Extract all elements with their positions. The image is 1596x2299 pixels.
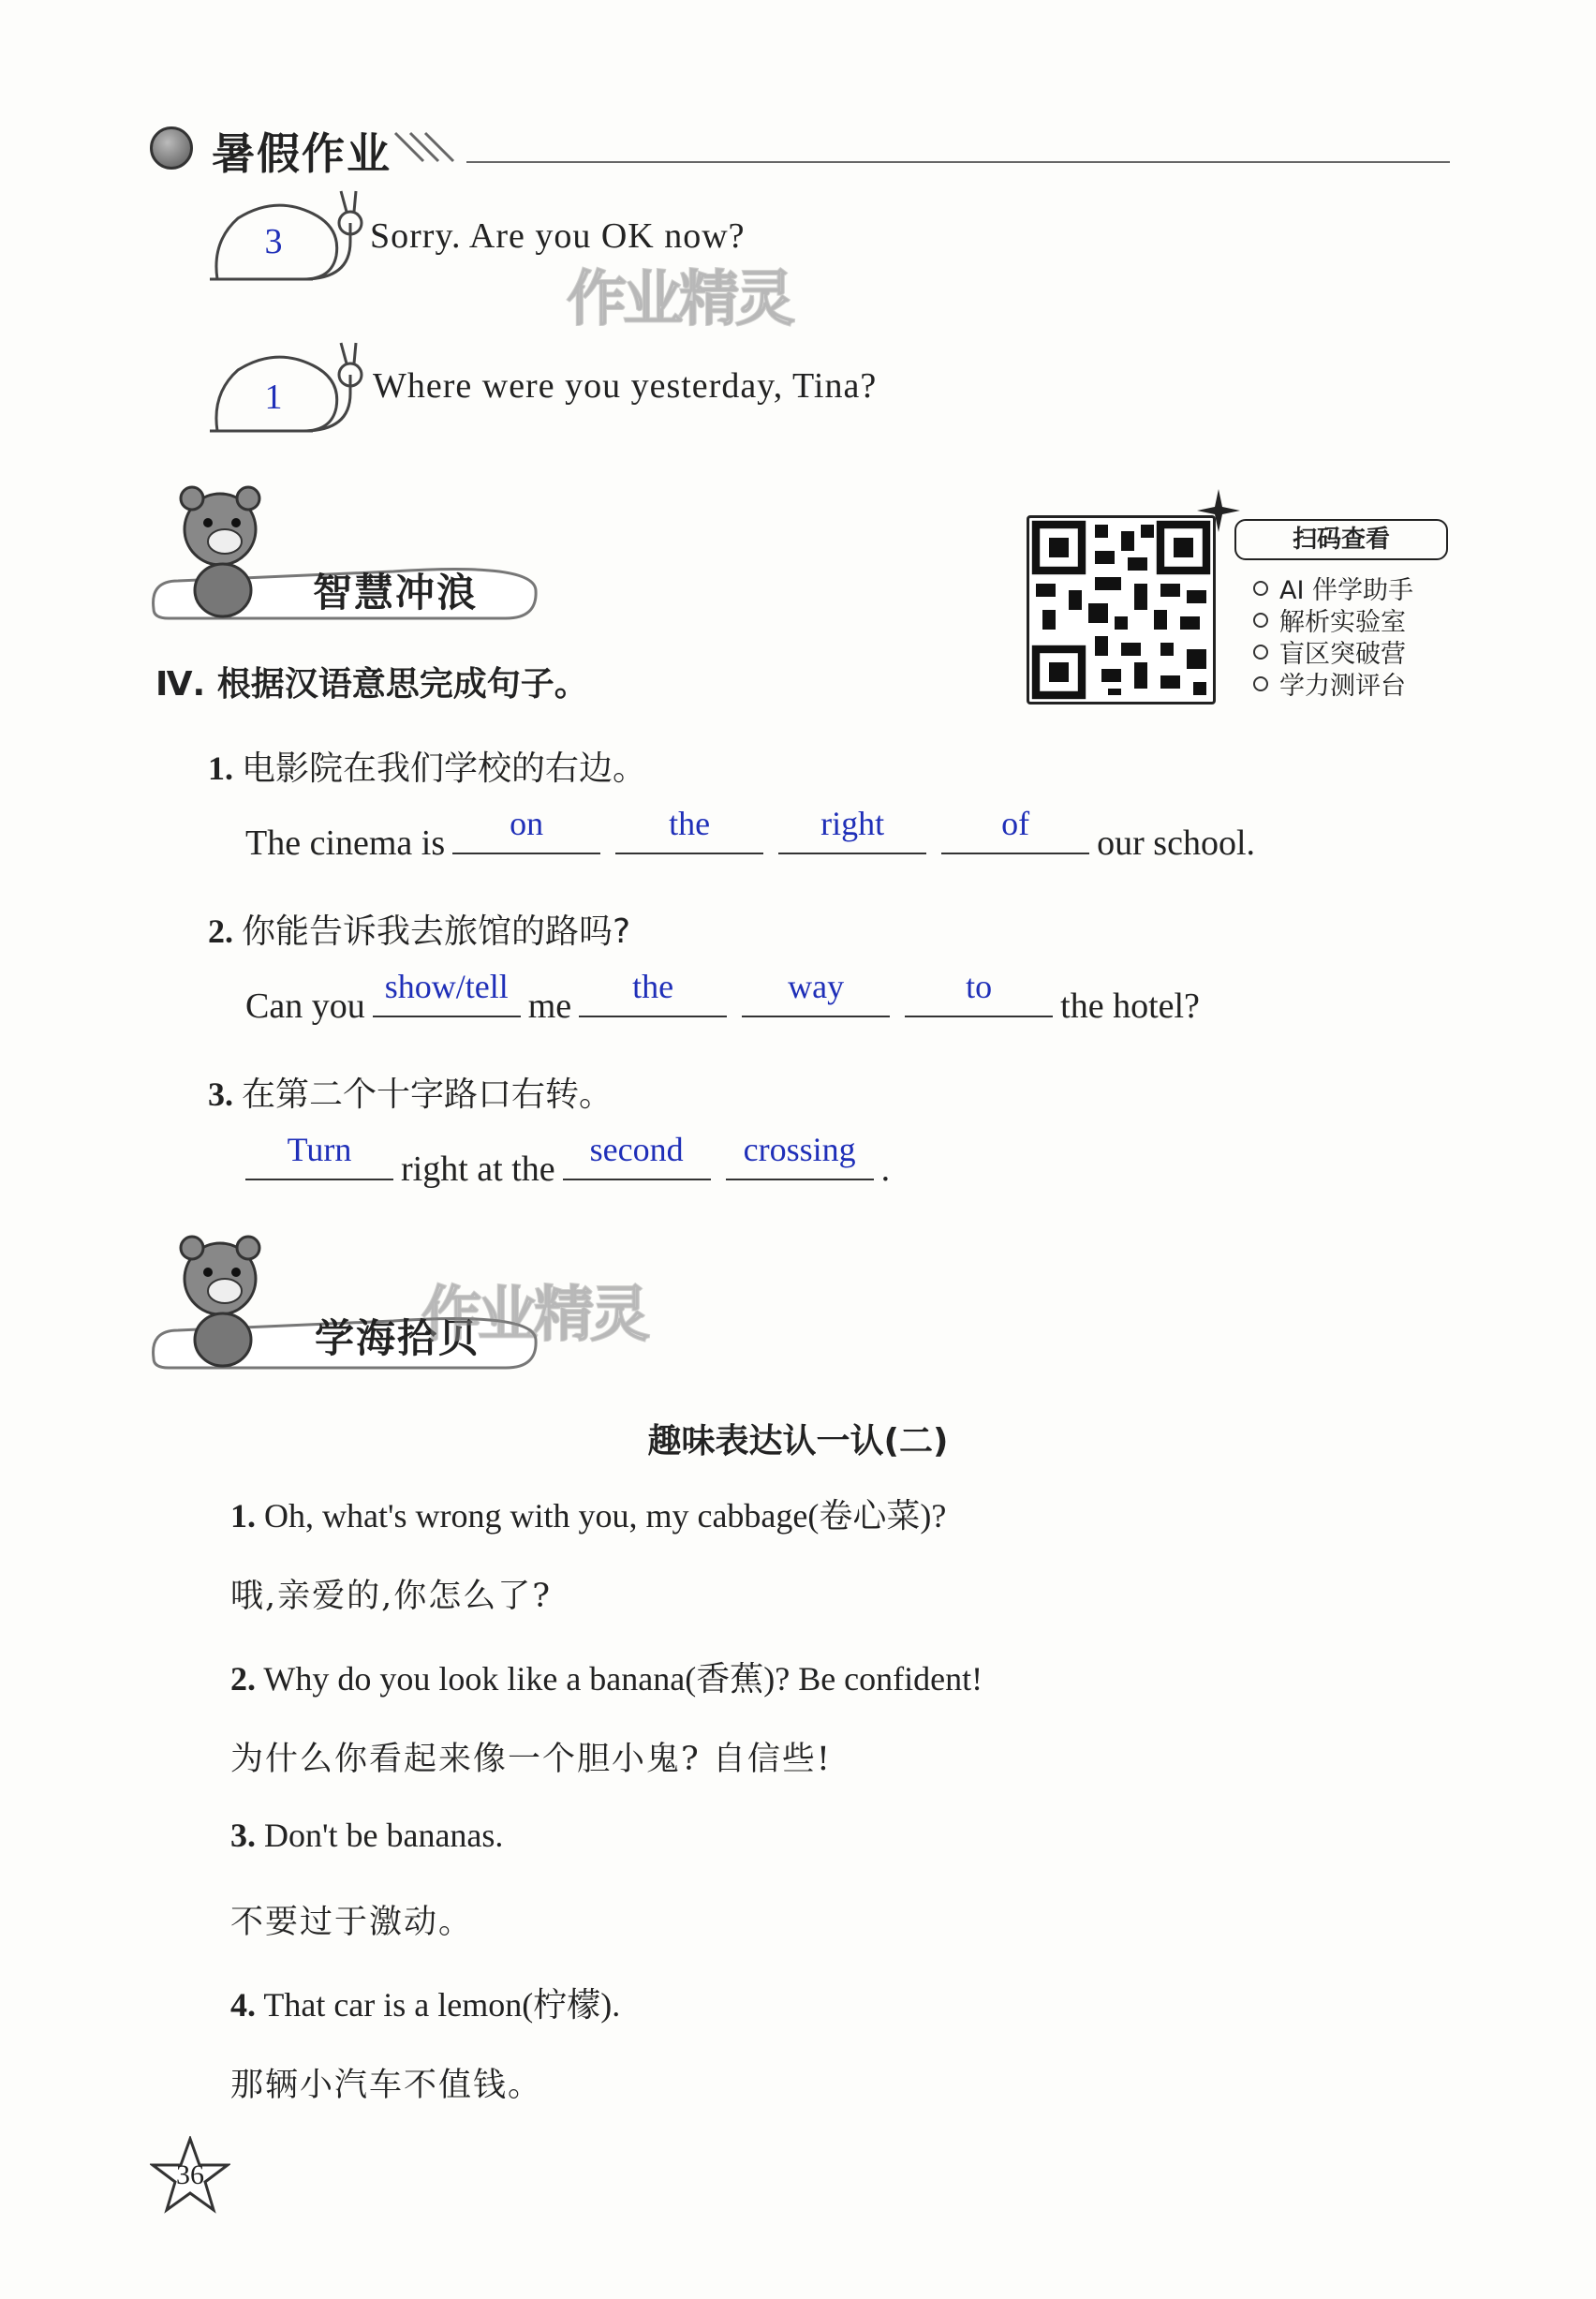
- header-slashes-icon: [392, 129, 466, 167]
- answer-blank[interactable]: [563, 1131, 711, 1180]
- question-number: 2.: [208, 912, 233, 950]
- fun-item-text: Don't be bananas.: [264, 1817, 504, 1854]
- answer-blank[interactable]: [615, 805, 763, 854]
- sentence-part: me: [527, 986, 572, 1026]
- qr-feature-item[interactable]: 解析实验室: [1253, 601, 1406, 638]
- answer-text: second: [589, 1131, 684, 1168]
- question-number: 1.: [208, 749, 233, 787]
- answer-text: crossing: [743, 1131, 856, 1168]
- fun-item-number: 3.: [230, 1817, 256, 1854]
- fun-item-en: [230, 1979, 620, 2026]
- qr-code-icon: [1029, 518, 1213, 702]
- fun-item-cn: 那辆小汽车不值钱。: [230, 2067, 543, 2104]
- watermark: 作业精灵: [421, 1281, 646, 1350]
- question-text-cn: 电影院在我们学校的右边。: [242, 749, 647, 788]
- qr-scan-tag[interactable]: 扫码查看: [1234, 519, 1448, 560]
- answer-blank[interactable]: [245, 1131, 393, 1180]
- fun-item-number: 2.: [230, 1660, 256, 1698]
- answer-text: Turn: [287, 1131, 352, 1168]
- answer-text: to: [966, 968, 993, 1005]
- answer-blank[interactable]: [579, 968, 727, 1017]
- question-cn: [208, 1068, 613, 1116]
- fun-item-number: 1.: [230, 1497, 256, 1535]
- snail-number: 3: [264, 222, 283, 261]
- answer-blank[interactable]: [905, 968, 1053, 1017]
- question-en-line: [238, 1131, 891, 1190]
- exercise-heading: Ⅳ. 根据汉语意思完成句子。: [155, 665, 588, 704]
- header-title: 暑假作业: [212, 128, 392, 179]
- answer-text: the: [669, 805, 711, 842]
- qr-code[interactable]: [1027, 515, 1216, 705]
- sentence-part: right at the: [401, 1150, 555, 1189]
- answer-text: of: [1001, 805, 1030, 842]
- section-banner-label: 智慧冲浪: [313, 570, 479, 616]
- page-number: 36: [176, 2159, 204, 2190]
- qr-feature-item[interactable]: 盲区突破营: [1253, 633, 1406, 670]
- sentence-part: .: [880, 1150, 891, 1189]
- question-en-line: [245, 968, 1200, 1027]
- fun-item-cn: 哦,亲爱的,你怎么了?: [230, 1578, 553, 1615]
- snail-text: Sorry. Are you OK now?: [370, 216, 746, 256]
- snail-text: Where were you yesterday, Tina?: [373, 366, 878, 406]
- section-banner-label: 学海拾贝: [315, 1315, 480, 1361]
- answer-blank[interactable]: [778, 805, 926, 854]
- question-cn: [208, 742, 646, 790]
- answer-text: way: [788, 968, 845, 1005]
- sentence-part: Can you: [245, 986, 365, 1026]
- sentence-part: The cinema is: [245, 823, 446, 863]
- answer-blank[interactable]: [452, 805, 600, 854]
- fun-item-cn: 不要过于激动。: [230, 1904, 474, 1941]
- answer-blank[interactable]: [726, 1131, 874, 1180]
- qr-feature-item[interactable]: 学力测评台: [1253, 665, 1406, 702]
- fun-item-en: [230, 1653, 983, 1700]
- answer-text: the: [632, 968, 674, 1005]
- answer-blank[interactable]: [742, 968, 890, 1017]
- snail-number: 1: [264, 378, 283, 417]
- fun-item-number: 4.: [230, 1986, 256, 2024]
- question-cn: [208, 905, 630, 953]
- answer-text: right: [820, 805, 885, 842]
- header-rule: [466, 161, 1450, 163]
- qr-feature-item[interactable]: AI 伴学助手: [1253, 570, 1413, 606]
- fun-item-en: [230, 1490, 946, 1537]
- fun-item-cn: 为什么你看起来像一个胆小鬼? 自信些!: [230, 1741, 832, 1778]
- fun-item-en: [230, 1816, 503, 1855]
- fun-item-text: Oh, what's wrong with you, my cabbage(卷心菜)?: [264, 1497, 947, 1535]
- sentence-part: the hotel?: [1060, 986, 1200, 1026]
- fun-title: 趣味表达认一认(二): [647, 1422, 949, 1461]
- question-en-line: [245, 805, 1256, 864]
- answer-blank[interactable]: [941, 805, 1089, 854]
- question-text-cn: 在第二个十字路口右转。: [242, 1075, 613, 1114]
- fun-item-text: Why do you look like a banana(香蕉)? Be confident!: [263, 1660, 983, 1698]
- answer-text: on: [510, 805, 544, 842]
- question-number: 3.: [208, 1075, 233, 1113]
- watermark: 作业精灵: [567, 265, 791, 334]
- header-bullet-icon: [150, 126, 193, 170]
- answer-text: show/tell: [384, 968, 509, 1005]
- sentence-part: our school.: [1097, 823, 1256, 863]
- answer-blank[interactable]: [373, 968, 521, 1017]
- question-text-cn: 你能告诉我去旅馆的路吗?: [242, 912, 631, 951]
- fun-item-text: That car is a lemon(柠檬).: [263, 1986, 621, 2024]
